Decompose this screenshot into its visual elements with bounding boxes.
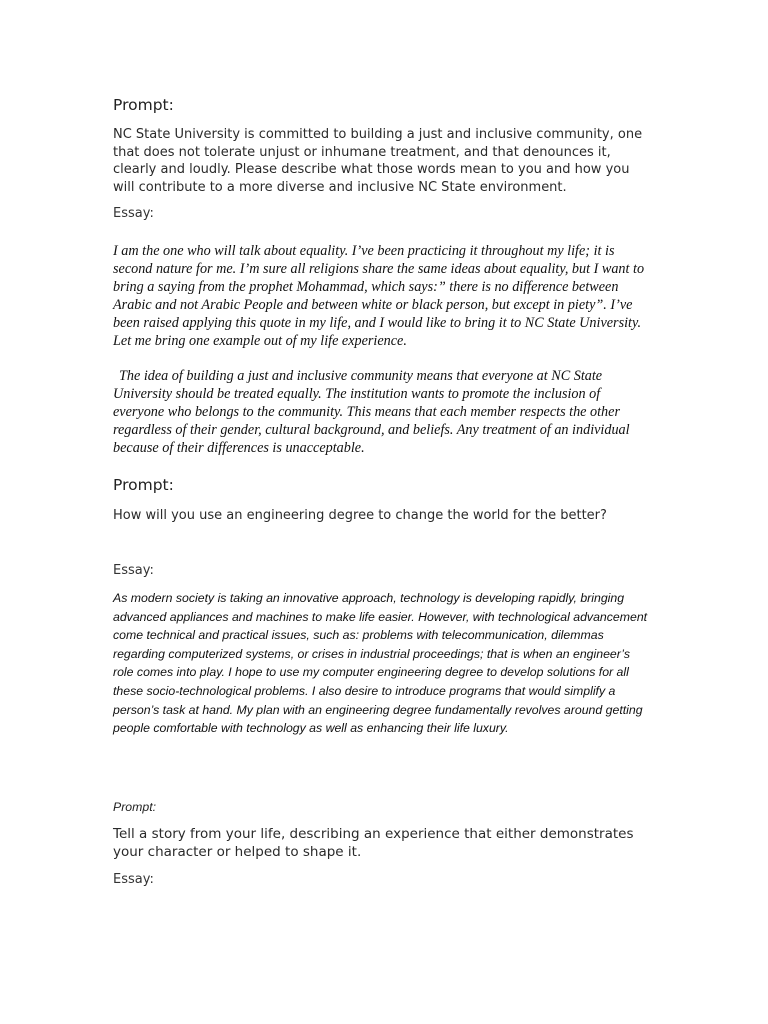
- document-page: [113, 0, 653, 1024]
- section3-prompt-heading: Prompt:: [113, 800, 157, 814]
- section2-essay-paragraph: As modern society is taking an innovative approach, technology is developing rapidly, bringing advanced appliances and machines to make life easier. However, with technological advancement come technical and practical issues, such as: problems with telecommunication, dilemmas regarding computerized systems, or crises in industrial proceedings; that is when an engineer’s role comes into play. I hope to use my computer engineering degree to develop solutions for all these socio-technological problems. I also desire to introduce programs that would simplify a person’s task at hand. My plan with an engineering degree fundamentally revolves around getting people comfortable with technology as well as enhancing their life luxury.: [113, 591, 648, 736]
- section2-prompt-text: How will you use an engineering degree to change the world for the better?: [113, 508, 607, 523]
- section1-prompt-text: NC State University is committed to building a just and inclusive community, one that does not tolerate unjust or inhumane treatment, and that denounces it, clearly and loudly. Please describe what those words mean to you and how you will contribute to a more diverse and inclusive NC State environment.: [113, 127, 643, 195]
- section1-essay-paragraph-2: The idea of building a just and inclusive community means that everyone at NC State University should be treated equally. The institution wants to promote the inclusion of everyone who belongs to the community. This means that each member respects the other regardless of their gender, cultural background, and beliefs. Any treatment of an individual because of their differences is unacceptable.: [113, 368, 630, 456]
- section1-essay-paragraph-1: I am the one who will talk about equality. I’ve been practicing it throughout my life; it is second nature for me. I’m sure all religions share the same ideas about equality, but I want to bring a saying from the prophet Mohammad, which says:” there is no difference between Arabic and not Arabic People and between white or black person, but except in piety”. I’ve been raised applying this quote in my life, and I would like to bring it to NC State University. Let me bring one example out of my life experience.: [113, 243, 645, 349]
- section3-prompt-text: Tell a story from your life, describing an experience that either demonstrates your character or helped to shape it.: [113, 826, 634, 860]
- section2-essay-label: Essay:: [113, 563, 154, 578]
- section1-prompt-heading: Prompt:: [113, 96, 174, 114]
- section3-essay-label: Essay:: [113, 872, 154, 887]
- section1-essay-label: Essay:: [113, 206, 154, 221]
- section2-prompt-heading: Prompt:: [113, 476, 174, 494]
